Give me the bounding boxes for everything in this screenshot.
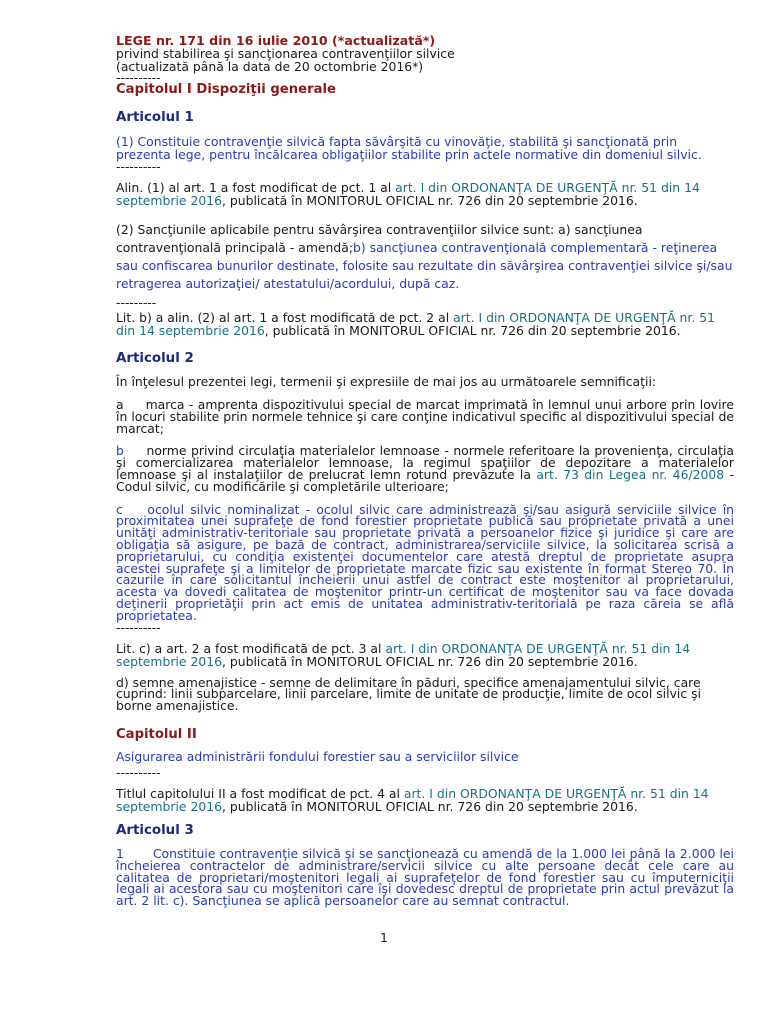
ordinance-link[interactable]: nr. 51 din 14 septembrie 2016 bbox=[116, 310, 716, 338]
article-2-intro: În înţelesul prezentei legi, termenii şi expresiile de mai jos au următoarele semnificaţii: bbox=[116, 374, 657, 389]
chapter-1-title: Capitolul I Dispoziţii generale bbox=[116, 82, 336, 97]
ordinance-link[interactable]: ORDONANŢA DE URGENŢĂ bbox=[441, 640, 608, 656]
note-text: , publicată în MONITORUL OFICIAL nr. 726 din 20 septembrie 2016. bbox=[222, 193, 638, 208]
ordinance-link[interactable]: art. I din bbox=[395, 180, 452, 195]
ordinance-link[interactable]: art. I din bbox=[385, 640, 442, 656]
article-1-paragraph-2 bbox=[116, 221, 734, 293]
ordinance-link[interactable]: nr. 51 din 14 septembrie 2016 bbox=[116, 640, 691, 669]
note-text: , publicată în MONITORUL OFICIAL nr. 726 din 20 septembrie 2016. bbox=[264, 323, 681, 338]
article-2-item-c bbox=[116, 501, 734, 623]
article-1-note-1 bbox=[116, 181, 734, 207]
ordinance-link[interactable]: art. I din bbox=[403, 785, 460, 801]
article-1-note-2 bbox=[116, 311, 734, 337]
article-3-paragraph-1 bbox=[116, 845, 734, 909]
item-text: norme privind circulaţia materialelor lemnoase - normele referitoare la provenienţa, circulaţia şi comercializarea materialelor lemnoase, la regimul spaţiilor de depozitare a materialelor lemnoase şi al instalaţiilor de prelucrat lemn rotund prevăzute la bbox=[116, 443, 734, 482]
separator: ---------- bbox=[116, 764, 161, 780]
chapter-2-note bbox=[116, 787, 734, 813]
law-subtitle: privind stabilirea şi sancţionarea contravenţiilor silvice bbox=[116, 46, 455, 61]
chapter-2-subtitle: Asigurarea administrării fondului forestier sau a serviciilor silvice bbox=[116, 748, 519, 764]
note-text: , publicată în MONITORUL OFICIAL nr. 726 din 20 septembrie 2016. bbox=[222, 653, 638, 669]
article-1-paragraph-1: (1) Constituie contravenţie silvică fapta săvârşită cu vinovăţie, stabilită şi sancţionată prin prezenta lege, pentru încălcarea obligaţiilor stabilite prin actele normative din domeniul silvic. bbox=[116, 134, 702, 162]
article-2-item-d: d) semne amenajistice - semne de delimitare în păduri, specifice amenajamentului silvic, care cuprind: linii subparcelare, linii parcelare, limite de unitate de producţie, limite de ocol silvic şi borne amenajistice. bbox=[116, 674, 701, 714]
separator: ---------- bbox=[116, 619, 161, 635]
article-2-item-a bbox=[116, 399, 734, 434]
article-1-title: Articolul 1 bbox=[116, 110, 194, 125]
item-letter: b bbox=[116, 443, 124, 459]
paragraph-number: 1 bbox=[116, 845, 124, 861]
paragraph-2-letter-b: b) sancţiunea contravenţională complementară - reţinerea sau confiscarea bunurilor destinate, folosite sau rezultate din săvârşirea contravenţiei silvice şi/sau retragerea autorizaţiei/ atestatului/acordului, după caz. bbox=[116, 240, 733, 291]
separator: ---------- bbox=[116, 159, 161, 174]
article-3-title: Articolul 3 bbox=[116, 822, 194, 838]
note-text: , publicată în MONITORUL OFICIAL nr. 726 din 20 septembrie 2016. bbox=[222, 798, 638, 814]
law-updated: (actualizată până la data de 20 octombrie 2016*) bbox=[116, 59, 424, 74]
item-text: ocolul silvic nominalizat - ocolul silvic care administrează şi/sau asigură serviciile silvice în proximitatea unei suprafeţe de fond forestier proprietate publică sau proprietate privată a unei unităţi administrativ-teritoriale sau proprietate privată a persoanelor fizice şi juridice şi care are obligaţia să asigure, pe bază de contract, administrarea/serviciile silvice, la solicitarea scrisă a proprietarului, cu condiţia existenţei documentelor care atestă dreptul de proprietate asupra acestei suprafeţe şi a limitelor de proprietate marcate fizic sau existente în format Stereo 70. În cazurile în care solicitantul încheierii unui astfel de contract este moştenitor al proprietarului, acesta va dovedi calitatea de moştenitor printr-un certificat de moştenitor sau va face dovada deţinerii proprietăţii prin act emis de unitatea administrativ-teritorială pe raza căreia se află proprietatea. bbox=[116, 501, 734, 623]
note-text: Lit. c) a art. 2 a fost modificată de pct. 3 al bbox=[116, 640, 386, 656]
ordinance-link[interactable]: ORDONANŢA DE URGENŢĂ bbox=[509, 310, 676, 325]
ordinance-link[interactable]: ORDONANŢA DE URGENŢĂ bbox=[451, 180, 618, 195]
paragraph-2-text: (2) Sancţiunile aplicabile pentru săvârşirea contravenţiilor silvice sunt: a) sancţiunea contravenţională principală - amendă; bbox=[116, 222, 643, 255]
separator: ---------- bbox=[116, 70, 161, 85]
chapter-2-title: Capitolul II bbox=[116, 726, 197, 742]
note-text: Lit. b) a alin. (2) al art. 1 a fost modificată de pct. 2 al bbox=[116, 310, 454, 325]
item-letter: a bbox=[116, 397, 124, 412]
item-text-end: - Codul silvic, cu modificările şi completările ulterioare; bbox=[116, 466, 735, 494]
law-title: LEGE nr. 171 din 16 iulie 2010 (*actualizată*) bbox=[116, 33, 436, 48]
article-2-item-b bbox=[116, 445, 734, 492]
note-text: Titlul capitolului II a fost modificat de pct. 4 al bbox=[116, 785, 404, 801]
ordinance-link[interactable]: nr. 51 din 14 septembrie 2016 bbox=[116, 180, 700, 208]
codul-silvic-link[interactable]: art. 73 din Legea nr. 46/2008 bbox=[536, 466, 725, 482]
ordinance-link[interactable]: ORDONANŢA DE URGENŢĂ bbox=[460, 785, 627, 801]
article-2-note bbox=[116, 642, 734, 668]
paragraph-text: Constituie contravenţie silvică şi se sancţionează cu amendă de la 1.000 lei până la 2.000 lei încheierea contractelor de administrare/servicii silvice cu alte persoane decât cele care au calitatea de proprietari/moştenitori legali ai suprafeţelor de fond forestier sau cu împuterniciţii legali ai acestora sau cu moştenitori care îşi dovedesc dreptul de proprietate prin actul prevăzut la art. 2 lit. c). Sancţiunea se aplică persoanelor care au semnat contractul. bbox=[116, 845, 734, 909]
article-2-title: Articolul 2 bbox=[116, 351, 194, 366]
ordinance-link[interactable]: nr. 51 din 14 septembrie 2016 bbox=[116, 785, 709, 814]
separator: --------- bbox=[116, 295, 157, 310]
ordinance-link[interactable]: art. I din bbox=[453, 310, 510, 325]
note-text: Alin. (1) al art. 1 a fost modificat de pct. 1 al bbox=[116, 180, 396, 195]
item-letter: c bbox=[116, 501, 123, 517]
page-number: 1 bbox=[380, 931, 388, 945]
item-text: marca - amprenta dispozitivului special de marcat imprimată în lemnul unui arbore prin lovire în locuri stabilite prin normele tehnice şi care conţine indicativul specific al dispozitivului special de marcat; bbox=[116, 397, 734, 436]
document-page bbox=[116, 34, 734, 907]
